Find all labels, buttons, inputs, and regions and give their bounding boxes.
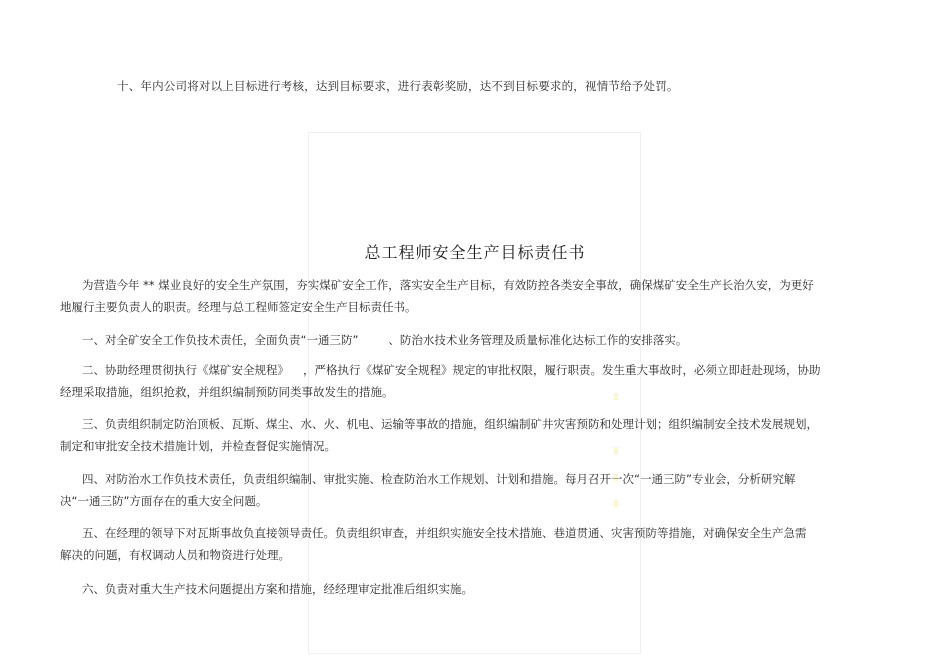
item-1-text-a: 一、对全矿安全工作负技术责任，全面负责“一通三防”	[82, 333, 359, 347]
item-5-paragraph	[60, 522, 840, 566]
item-2-text-b: ，严格执行《煤矿安全规程》规定的审批权限，履行职责。发生重大事故时，必须立即赶赴现场，协助	[303, 363, 821, 377]
item-6-paragraph	[60, 578, 840, 600]
item-3-line-1: 三、负责组织制定防治顶板、瓦斯、煤尘、水、火、机电、运输等事故的措施，组织编制矿井灾害预防和处理计划；组织编制安全技术发展规划，	[82, 417, 818, 431]
item-1-text-b: 、防治水技术业务管理及质量标准化达标工作的安排落实。	[388, 333, 688, 347]
item-1-paragraph	[60, 329, 840, 351]
document-title: 总工程师安全生产目标责任书	[364, 243, 586, 262]
item-2-paragraph	[60, 359, 840, 403]
intro-line-1: 为营造今年 ** 煤业良好的安全生产氛围，夯实煤矿安全工作，落实安全生产目标，有效防控各类安全事故，确保煤矿安全生产长治久安，为更好	[82, 278, 814, 292]
item-2-line-2: 经理采取措施，组织抢救，并组织编制预防同类事故发生的措施。	[60, 385, 394, 399]
item-5-line-2: 解决的问题，有权调动人员和物资进行处理。	[60, 548, 290, 562]
intro-paragraph	[60, 274, 840, 318]
item-3-line-2: 制定和审批安全技术措施计划，并检查督促实施情况。	[60, 439, 336, 453]
clause-ten-text: 十、年内公司将对以上目标进行考核，达到目标要求，进行表彰奖励，达不到目标要求的，视情节给予处罚。	[117, 79, 679, 93]
item-3-paragraph	[60, 413, 840, 457]
item-4-paragraph	[60, 468, 840, 512]
item-4-line-1: 四、对防治水工作负技术责任，负责组织编制、审批实施、检查防治水工作规划、计划和措施。每月召开一次“一通三防”专业会，分析研究解	[82, 472, 796, 486]
item-6-line-1: 六、负责对重大生产技术问题提出方案和措施，经经理审定批准后组织实施。	[82, 582, 473, 596]
intro-line-2: 地履行主要负责人的职责。经理与总工程师签定安全生产目标责任书。	[60, 300, 417, 314]
item-2-text-a: 二、协助经理贯彻执行《煤矿安全规程》	[82, 363, 289, 377]
item-5-line-1: 五、在经理的领导下对瓦斯事故负直接领导责任。负责组织审查，并组织实施安全技术措施、巷道贯通、灾害预防等措施，对确保安全生产急需	[82, 526, 807, 540]
item-4-line-2: 决“一通三防”方面存在的重大安全问题。	[60, 494, 268, 508]
